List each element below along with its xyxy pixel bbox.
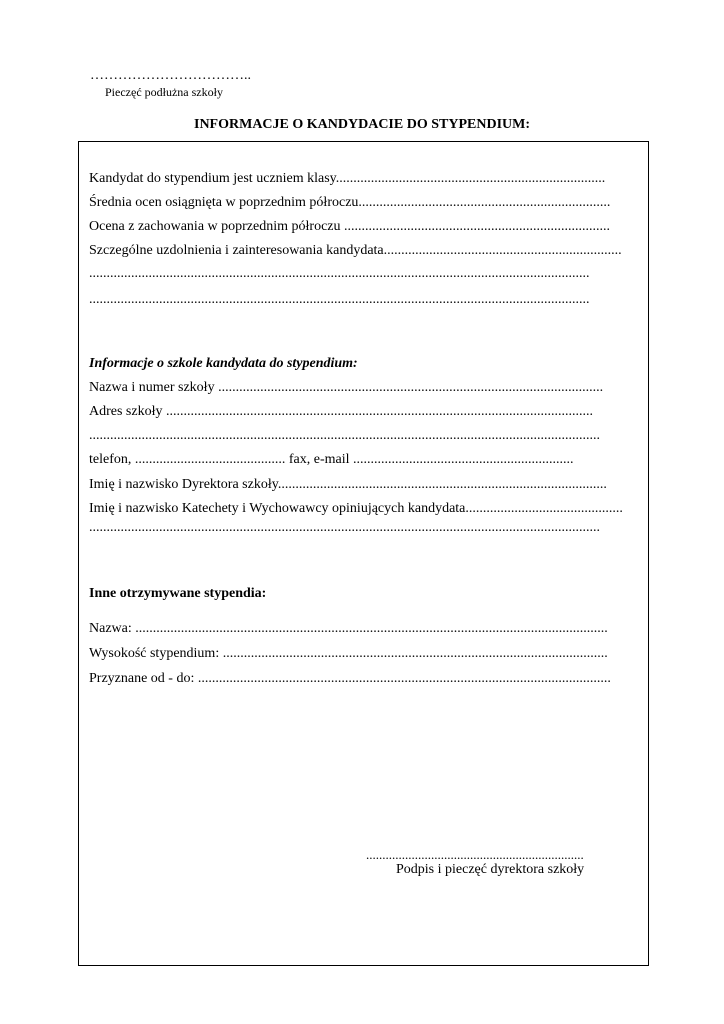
stamp-dotted-line: …………………………….. bbox=[90, 68, 251, 83]
form-frame bbox=[78, 141, 649, 966]
candidate-blank-line-2[interactable]: ............................................................................................................................................... bbox=[89, 292, 590, 307]
stamp-label: Pieczęć podłużna szkoły bbox=[105, 85, 223, 99]
school-blank-line-2[interactable]: .................................................................................................................................................. bbox=[89, 520, 600, 535]
candidate-class-field[interactable]: Kandydat do stypendium jest uczniem klasy............................................................................. bbox=[89, 171, 606, 186]
candidate-talents-field[interactable]: Szczególne uzdolnienia i zainteresowania kandydata.................................................................... bbox=[89, 243, 622, 258]
school-address-field[interactable]: Adres szkoły .......................................................................................................................... bbox=[89, 404, 593, 419]
school-phone-fax-field[interactable]: telefon, ........................................... fax, e-mail ............................................................... bbox=[89, 452, 574, 467]
other-granted-field[interactable]: Przyznane od - do: ...................................................................................................................... bbox=[89, 671, 611, 686]
other-name-field[interactable]: Nazwa: ....................................................................................................................................... bbox=[89, 621, 608, 636]
signature-dotted-line[interactable]: ................................................................... bbox=[366, 847, 584, 862]
candidate-blank-line-1[interactable]: ............................................................................................................................................... bbox=[89, 266, 590, 281]
other-scholarships-heading: Inne otrzymywane stypendia: bbox=[89, 586, 267, 601]
school-director-field[interactable]: Imię i nazwisko Dyrektora szkoły.............................................................................................. bbox=[89, 477, 607, 492]
school-name-field[interactable]: Nazwa i numer szkoły .............................................................................................................. bbox=[89, 380, 604, 395]
other-amount-field[interactable]: Wysokość stypendium: .............................................................................................................. bbox=[89, 646, 608, 661]
school-section-heading: Informacje o szkole kandydata do stypendium: bbox=[89, 356, 358, 371]
school-blank-line[interactable]: .................................................................................................................................................. bbox=[89, 428, 600, 443]
candidate-average-field[interactable]: Średnia ocen osiągnięta w poprzednim półroczu........................................................................ bbox=[89, 195, 611, 210]
candidate-behavior-field[interactable]: Ocena z zachowania w poprzednim półroczu ............................................................................ bbox=[89, 219, 610, 234]
document-title: INFORMACJE O KANDYDACIE DO STYPENDIUM: bbox=[194, 117, 530, 132]
signature-label: Podpis i pieczęć dyrektora szkoły bbox=[396, 862, 585, 877]
school-catechist-field[interactable]: Imię i nazwisko Katechety i Wychowawcy opiniujących kandydata............................................. bbox=[89, 501, 623, 516]
